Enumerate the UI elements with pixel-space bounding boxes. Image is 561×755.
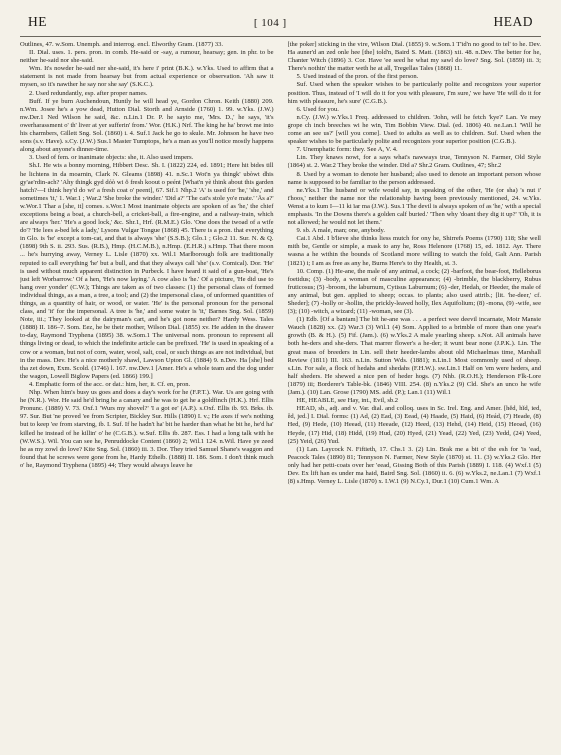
two-column-body [20, 41, 541, 753]
paragraph: [the poker] sticking in the vire, Wilson Dial. (1855) 9. w.Som.1 T'id'n no good to tel' to he. Dev. Ha auner'd an zed onle hee [the] told'n, Baird S. Matt. (1863) xii. 48. n.Dev. The better for he, Chanter Witch (1896) 3. Cor. Have 'ee seed he what my sawl do love? Sng. Sol. (1859) iii. 3; There's nothin' the matter weth he at all, Tregellas Tales (1868) 11. [287, 41, 541, 73]
paragraph: 7. Unemphatic form: they. See A, V. 4. [296, 146, 398, 154]
paragraph: II. Dial. uses. 1. pers. pron. in comb. He-said or -say, a rumour, hearsay; gen. in phr. to be neither he-said nor she-said. [20, 49, 274, 65]
paragraph: (1) Edb. [Of a bantam] The bit he-ane was . . . a perfect wee deevil incarnate, Moir Mansie Wauch (1828) xx. (2) War.3 (3) Wil.1 (4) Som. Applied to a brimble of more than one year's growth (B. & H.). (5) Fif. (Jam.). (6) w.Yks.2 A male yearling sheep. s.Not. All animals have both he-ders and she-ders. That marrer flower's a he-der; it wunt bear none (J.P.K.). Lin. The great mass of breeders in Lin. sell their heeder-lambs about old Michaelmas time, Marshall Review (1811) III. 163. n.Lin. Sutton Wds. (1881); n.Lin.1 Most commonly used of sheep. s.Lin. For sale, a flock of hedahs and shedahs (F.H.W.). sw.Lin.1 Half on 'em were heders, and half sheders. He shewed a nice pen of heder hogs. (7) Nhb. (R.O.H.); Henderson Flk-Lore (1879) iii; Borderer's Table-bk. (1846) VIII. 254. (8) n.Yks.2 (9) Cld. She's an unco he wife (Jam.). (10) Lan. Grose (1790) MS. add. (P.); Lan.1 (11) Wil.1 [287, 316, 541, 397]
paragraph: 10. Comp. (1) He-ane, the male of any animal, a cock; (2) -barfoot, the bear-foot, Helleborus foetidus; (3) -body, a woman of masculine appearance; (4) -brimble, the blackberry, Rubus fruticosus; (5) -broom, the laburnum, Cytisus Laburnum; (6) -der, Hedah, or Heeder, the male of any animal, but gen. applied to sheep; occas. to plants; also used attrib.; [lit. 'he-deer,' cf. Sheder]; (7) -holly or -hollin, the prickly-leaved holly, Ilex Aquifolium; (8) -mona, (9) -wife, see (3); (10) -witch, a wizard; (11) -woman, see (3). [287, 267, 541, 316]
paragraph: HEAD, sb., adj. and v. Var. dial. and colloq. uses in Sc. Irel. Eng. and Amer. [hĕd, hĭd, ied, êd, jed.] I. Dial. forms: (1) Ad, (2) Ead, (3) Eead, (4) Haade, (5) Haid, (6) Heád, (7) Heade, (8) Hed, (9) Hede, (10) Heead, (11) Heeade, (12) Heed, (13) Hehd, (14) Heid, (15) Heoad, (16) Heyde, (17) Hid, (18) Hidd, (19) Hud, (20) Hyed, (21) Yead, (22) Yed, (23) Yedd, (24) Yeed, (25) Yeid, (26) Yud. [287, 405, 541, 445]
left-column [20, 41, 274, 753]
header-left-word: HE [28, 14, 47, 29]
paragraph: 4. Emphatic form of the acc. or dat.: him, her, it. Cf. en, pron. [29, 380, 191, 388]
paragraph: 9. sb. A male, man; one, anybody. [296, 227, 385, 235]
paragraph: 6. Used for you. [296, 105, 339, 113]
header-right-word: HEAD [493, 14, 533, 29]
header-rule [20, 36, 541, 37]
paragraph: HE, HEABLE, see Hay, int., Evil, sb.2 [296, 397, 399, 405]
page-number: [ 104 ] [253, 17, 287, 29]
paragraph: Outlines, 47. w.Som. Unemph. and interrog. encl. Elworthy Gram. (1877) 33. [20, 41, 224, 48]
running-head [20, 14, 541, 34]
paragraph: 3. Used of fem. or inanimate objects: she, it. Also used impers. [29, 154, 194, 162]
paragraph: Cai.1 Abd. I b'lieve she thinks liess mutch for ony he, Shirrefs Poems (1790) 118; She well mith be, Gentle or simple, a mask to any he, Ross Helenore (1768) 15, ed. 1812. Ayr. There wasna a he within the bounds of Scotland more willing to watch the fold, Galt Ann. Parish (1821) i; I am as free as any he, Burns Here's to thy Health, st. 3. [287, 235, 541, 267]
paragraph: Sh.I. He wis a bonny morning, Hibbert Desc. Sh. I. (1822) 224, ed. 1891; Here hit bides till he lichtens in da moarnin, Clark N. Gleams (1898) 41. n.Sc.1 Wot'n ya thingk' ubòwt dhis gy'ae'rdin-ach? 'Ahy thingk gyd dóò wi ŏ fresh koout o peént [What'n yè think about this garden hatch?—I think hey'd do wi' a fresh coat o' peent], 67. Sif.1 Nhp.2 'A' is used for 'he,' 'she,' and sometimes 'it,' 1. War.1 ; War.2 'She broke the winder.' 'Did a?' 'The cat's stole yo'e mate.' 'Ās a?' w.Wor.1 Thar a [she, it] comes. s.Wor.1 Most inanimate objects are spoken of as 'he,' the chief exceptions being a boat, a church-bell, a cricket-ball, a fire-engine, and a railway-train, which are always 'her.' 'He's a good lock,' &c. Shr.1, Hrf. (R.M.E.) Glo. 'One does the twoad of a wife do'? 'He lees a-bed lek a lady,' Lysons Vulgar Tongue (1868) 45. There is a pron. that everything in Glo. is 'he' except a tom-cat, and that is always 'she' (S.S.B.); Glo.1 ; Glo.2 11. Sur. N. & Q. (1898) 9th S. ii. 293. Sus. (R.B.), Hmp. (H.C.M.B.), n.Hmp. (E.H.R.) s.Hmp. That there moon ... he's hurrying away, Verney L. Lisle (1870) xx. Wil.1 Marlborough folk are traditionally reputed to call everything 'he' but a bull, and that they always call 'she' (s.v. Comical). Dor. 'He' is used without much apparent distinction in Purbeck. I have heard it said of a gun-boat, 'He's just left Worbarrow.' Of a hen, 'He's now laying.' A cow also is 'he.' Of a picture, 'He did use to hang over yonder' (C.W.); Things are taken as of two classes: (1) the personal class of formed individual things, as a man, a tree, a tool; and (2) the impersonal class, of unformed quantities of things, as a quantity of hair, or wood, or water. 'He' is the personal pronoun for the personal class, and 'it' for the impersonal. A tree is 'he,' and some water is 'it,' Barnes Sng. Sol. (1859) Note, iii.; They looked at the dairyman's cart, and he's got none neither? Hardy Wess. Tales (1888) II. 186–7. Som. Eez, he be their mother, Wilson Dial. (1855) xv. He adden in the drawer to-day, Raymond Tryphena (1895) 38. w.Som.1 The universal nom. pronoun to represent all things living or dead, to which the indefinite article can be prefixed. 'He' is used in speaking of a cow or a woman, but not of corn, water, wool, salt, coal, or such things as are not individual, but in the mass. Dev. He's a nice motherly shawl, Lawson Upton Gl. (1884) 9. n.Dev. Ha [she] bed tha zet down, Exm. Scold. (1746) l. 167. nw.Dev.1 [Amer. He's a whole team and the dog under the wagon, Lowell Biglow Papers (ed. 1866) 199.] [20, 162, 274, 380]
paragraph: (1) Lan. Laycock N. Fiftieth, 17. Chs.1 3. (2) Lin. Brak me a bit o' the esh for 'is 'ead, Peacock Tales (1890) 81; Tennyson N. Farmer, New Style (1870) st. 11. (3) w.Yks.2 Glo. Her only had her petti-coats over her 'eead, Gissing Both of this Parish (1889) I. 118. (4) Wxf.1 (5) Dev. Ex lift han es under ma haid, Baird Sng. Sol. (1860) ii. 6. (6) w.Yks.2, ne.Lan.1 (7) Wxf.1 (8) s.Hmp. Verney L. Lisle (1870) x. I.W.1 (9) N.Cy.1, Dur.1 (10) Cum.1 Wm. A [287, 445, 541, 486]
paragraph: Buff. If ye burn Auchendoun, Huntly he will head ye, Gordon Chron. Keith (1880) 209. n.Wm. Josee he's a yow dead, Hutton Dial. Storth and Arnside (1760) 1. 99. w.Yks. (J.W.) nw.Der.1 Ned Wilson he said, &c. n.Lin.1 Dr. P. he sayto me, 'Mrs. D.,' he says, 'it's owerharassment o' th' liver at yer sufferin' from.' Wor. (H.K.) Nrf. The king he ha' browt me into his charmbers, Gillett Sng. Sol. (1860) i. 4. Suf.1 Jack he go to skule. Mr. Johnson he have two sons (s.v. Have). s.Cy. (J.W.) Sus.1 Master Tumptops, he's a man as you'll notice mostly happens along about anyone's dinner-time. [20, 97, 274, 154]
paragraph: Wm. It's nowder he-said ner she-said, it's here i' print (B.K.). w.Yks. Used to affirm that a statement is not made from hearsay but from actual experience or observation. 'Ah saw it mysen, so it's nawther he say nor she say' (S.K.C.). [20, 65, 274, 89]
paragraph: ne.Yks.1 The husband or wife would say, in speaking of the other, 'He (or sha) 's nut i' t'hoos,' neither the name nor the relationship having been previously mentioned, 24. w.Yks. Wenst a to kum I—11 ki ïar ma (J.W.). Sus.1 The devil is always spoken of as 'he,' with a special emphasis. 'In the Downs there's a golden calf buried.' 'Then why 'doant they dig it up?' 'Oh, it is not allowed; he would not let them.' [287, 186, 541, 227]
paragraph: 2. Used redundantly, esp. after proper names. [29, 89, 148, 97]
paragraph: Suf. Used when the speaker wishes to be particularly polite and recognizes your superior position. Thus, instead of 'I will do it for you with pleasure, I'm sure,' we have 'He will do it for him with pleasure, he's sure' (C.G.B.). [287, 81, 541, 105]
paragraph: Lin. They knaws nowt, for a says what's nawways true, Tennyson N. Farmer, Old Style (1864) st. 2. War.2 They broke the winder. Did a? Shr.2 Gram. Outlines, 47; Shr.2 [287, 154, 541, 170]
right-column [288, 41, 542, 753]
paragraph: n.Cy. (J.W.) w.Yks.1 Freq. addressed to children. 'John, will he fetch 'kye?' Lan. Ye mey grope ch inch breeches wi he win, Tim Bobbin View. Dial. (ed. 1806) 40. ne.Lan.1 'Will he come an see us?' [will you come]. Used to adults as well as to children. Suf. Used when the speaker wishes to be particularly polite and recognizes your superior position (C.G.B.). [287, 113, 541, 146]
paragraph: Nhp. When him's busy us goes and does a day's work for he (F.P.T.). War. Us are going with he (N.R.). Wor. He said he'd bring he a canary and he was to get he a goldfinch (H.K.). Hrf. Ellis Pronunc. (1889) V. 73. Oxf.1 'Wurs my shovel?' 'I a got ee' (A.P.). s.Oxf. Ellis ib. 93. Brks. ib. 97. Sur. But 'ne proved 'ee from Scripter, Bickley Sur. Hills (1890) I. v.; He axes if we's nothing but to keep 'ee from starving, ib. I. Suf. If he hadn't ha' bit he harder than what he bit he, he'd ha' killed he instead of he killin' o' he (C.G.B.). w.Suf. Ellis ib. 287. Ess. I had a long talk with he (W.W.S.). Wil. You can see he, Penruddocke Content (1860) 2; Wil.1 124. n.Wil. Have ye zeed he as my zowl do love? Kite Sng. Sol. (1860) iii. 3. Dor. They tried Samuel Shane's waggon and found that he screws were gone from he, Hardy Ethelb. (1888) II. 186. Som. I don't think much o' he, Raymond Tryphena (1895) 44; They would always leave he [20, 389, 274, 469]
paragraph: 5. Used instead of the pron. of the first person. [296, 73, 419, 81]
paragraph: 8. Used by a woman to denote her husband; also used to denote an important person whose name is supposed to be familiar to the person addressed. [287, 170, 541, 186]
